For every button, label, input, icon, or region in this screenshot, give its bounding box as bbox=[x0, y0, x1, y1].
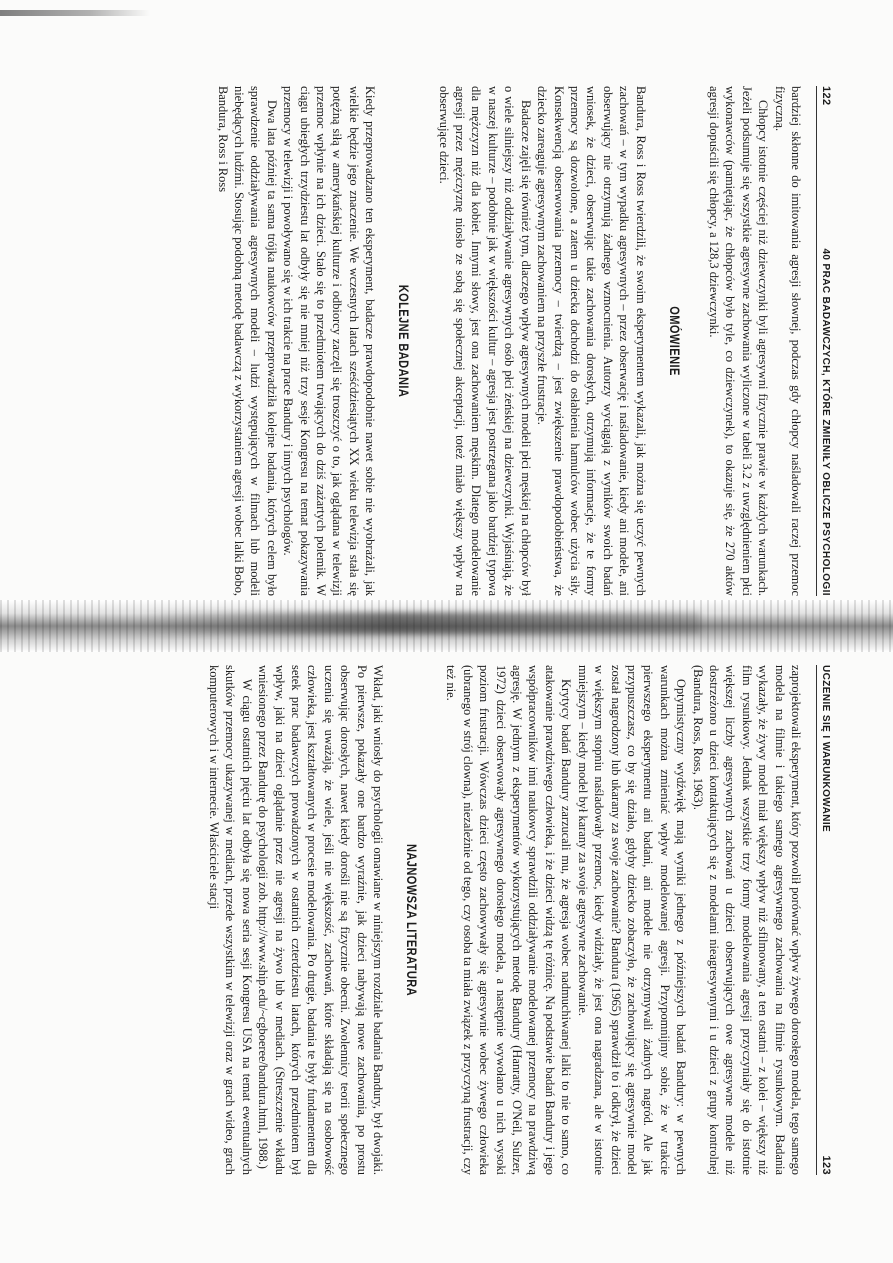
running-head-title: 40 PRAC BADAWCZYCH, KTÓRE ZMIENIŁY OBLICZE PSYCHOLOGII bbox=[820, 248, 831, 596]
section-heading-najnowsza-literatura: NAJNOWSZA LITERATURA bbox=[404, 843, 420, 997]
page-123 bbox=[77, 665, 832, 1175]
paragraph: Optymistyczny wydźwięk mają wyniki jednego z późniejszych badań Bandury: w pewnych warunkach można zmieniać wpływ modelowanej agresji. Przypomnijmy sobie, że w trakcie pierwszego eksperymentu ani badani, ani modele nie otrzymywali żadnych nagród. Ale jak przypuszczasz, co by się działo, gdyby dziecko zobaczyło, że zachowujący się agresywnie model został nagrodzony lub ukarany za swoje zachowanie? Bandura (1965) sprawdził to i odkrył, że dzieci w większym stopniu naśladowały przemoc, kiedy widziały, że jest ona nagradzana, ale w istotnie mniejszym – kiedy model był karany za swoje agresywne zachowanie. bbox=[575, 665, 689, 1175]
paragraph: Badacze zajęli się również tym, dlaczego wpływ agresywnych modeli płci męskiej na chłopców był o wiele silniejszy niż oddziaływanie agresywnych osób płci żeńskiej na dziewczynki. Wyjaśniają, że w naszej kulturze – podobnie jak w większości kultur – agresja jest postrzegana jako bardziej typowa dla mężczyzn niż dla kobiet. Innymi słowy, jest ona zachowaniem męskim. Dlatego modelowanie agresji przez mężczyznę niosło ze sobą się społecznej akceptacji, toteż miało większy wpływ na obserwujące dzieci. bbox=[436, 86, 533, 596]
gutter-shadow bbox=[140, 612, 700, 634]
section-heading-omowienie: OMÓWIENIE bbox=[666, 306, 682, 376]
paragraph: Chłopcy istotnie częściej niż dziewczynki byli agresywni fizycznie prawie w każdych warunkach. Jeżeli podsumuje się wszystkie agresywne zachowania wyliczone w tabeli 3.2 z uwzględnieniem płci wykonawców (pamiętając, że chłopców było tyle, co dziewczynek), to okazuje się, że 270 aktów agresji dopuścili się chłopcy, a 128,3 dziewczynki. bbox=[706, 86, 771, 596]
paragraph: Bandura, Ross i Ross twierdzili, że swoim eksperymentem wykazali, jak można się uczyć pewnych zachowań – w tym wypadku agresywnych – przez obserwację i naśladowanie, kiedy ani modele, ani obserwujący nie otrzymują żadnego wzmocnienia. Autorzy wyciągają z wyników swoich badań wniosek, że dzieci, obserwując takie zachowania dorosłych, otrzymują informacje, że te formy przemocy są dozwolone, a zatem u dziecka dochodzi do osłabienia hamulców wobec użycia siły. Konsekwencją obserwowania przemocy – twierdzą – jest zwiększenie prawdopodobieństwa, że dziecko zareaguje agresywnym zachowaniem na przyszłe frustracje. bbox=[535, 86, 648, 596]
running-header bbox=[816, 665, 832, 1175]
paragraph: Krytycy badań Bandury zarzucali mu, że agresja wobec nadmuchiwanej lalki to nie to samo, co atakowanie prawdziwego człowieka, i że dzieci widzą tę różnicę. Na podstawie badań Bandury i jego współpracowników inni naukowcy sprawdzili oddziaływanie modelowanej przemocy na prawdziwą agresję. W jednym z eksperymentów wykorzystujących metodę Bandury (Hanratty, O'Neil, Sulzer, 1972) dzieci obserwowały agresywnego dorosłego modela, a następnie wywołano u nich wysoki poziom frustracji. Wówczas dzieci często zachowywały się agresywnie wobec żywego człowieka (ubranego w strój clowna), niezależnie od tego, czy osoba ta miała związek z przyczyną frustracji, czy też nie. bbox=[444, 665, 574, 1175]
section-heading-kolejne-badania: KOLEJNE BADANIA bbox=[396, 284, 412, 398]
page-number: 122 bbox=[820, 86, 832, 106]
paragraph: Dwa lata później ta sama trójka naukowców przeprowadziła kolejne badania, których celem było sprawdzenie oddziaływania agresywnych modeli – ludzi występujących w filmach lub modeli niebędących ludźmi. Stosując podobną metodę badawczą z wykorzystaniem agresji wobec lalki Bobo, Bandura, Ross i Ross bbox=[215, 86, 279, 596]
page-number: 123 bbox=[820, 1155, 832, 1175]
paragraph: Wkład, jaki wniosły do psychologii omawiane w niniejszym rozdziale badania Bandury, był dwojaki. Po pierwsze, pokazały one bardzo wyraźnie, jak dzieci nabywają nowe zachowania, po prostu obserwując dorosłych, nawet kiedy dorośli nie są fizycznie obecni. Zwolennicy teorii społecznego uczenia się uważają, że wiele, jeśli nie większość, zachowań, które składają się na osobowość człowieka, jest kształtowanych w procesie modelowania. Po drugie, badania te były fundamentem dla setek prac badawczych prowadzonych w ostatnich czterdziestu latach, których przedmiotem był wpływ, jaki na dzieci oglądanie przez nie agresji na żywo lub w mediach. (Streszczenie wkładu wniesionego przez Bandurę do psychologii zob. http://www.ship.edu/~cgboeree/bandura.html, 1988.) bbox=[256, 665, 386, 1175]
paragraph: bardziej skłonne do imitowania agresji słownej, podczas gdy chłopcy naśladowali raczej przemoc fizyczną. bbox=[772, 86, 803, 596]
paragraph: W ciągu ostatnich pięciu lat odbyła się nowa seria sesji Kongresu USA na temat ewentualnych skutków przemocy ukazywanej w mediach, przede wszystkim w telewizji oraz w grach wideo, grach komputerowych i w internecie. Właściciele stacji bbox=[207, 665, 254, 1175]
paragraph: Kiedy przeprowadzano ten eksperyment, badacze prawdopodobnie nawet sobie nie wyobrażali, jak wielkie będzie jego znaczenie. We wczesnych latach sześćdziesiątych XX wieku telewizja stała się potężną siłą w amerykańskiej kulturze i odbiorcy zaczęli się troszczyć o to, jak oglądana w telewizji przemoc wpłynie na ich dzieci. Stało się to przedmiotem trwających do dziś zażartych polemik. W ciągu ubiegłych trzydziestu lat odbyły się nie mniej niż trzy sesje Kongresu na temat pokazywania przemocy w telewizji i powoływano się w ich trakcie na prace Bandury i innych psychologów. bbox=[281, 86, 378, 596]
paragraph: zaprojektowali eksperyment, który pozwolił porównać wpływ żywego dorosłego modela, tego samego modela na filmie i takiego samego agresywnego zachowania na filmie rysunkowym. Badania wykazały, że żywy model miał większy wpływ niż sfilmowany, a ten ostatni – z kolei – większy niż film rysunkowy. Jednak wszystkie trzy formy modelowania agresji przyczyniały się do istotnie większej liczby agresywnych zachowań u dzieci obserwujących owe agresywne modele niż dostrzeżono u dzieci kontaktujących się z modelami nieagresywnymi i u dzieci z grupy kontrolnej (Bandura, Ross, Ross, 1963). bbox=[690, 665, 803, 1175]
running-header bbox=[816, 86, 832, 596]
page-122 bbox=[77, 86, 832, 596]
running-head-title: UCZENIE SIĘ I WARUNKOWANIE bbox=[820, 665, 831, 833]
scanner-artifact bbox=[0, 10, 150, 16]
